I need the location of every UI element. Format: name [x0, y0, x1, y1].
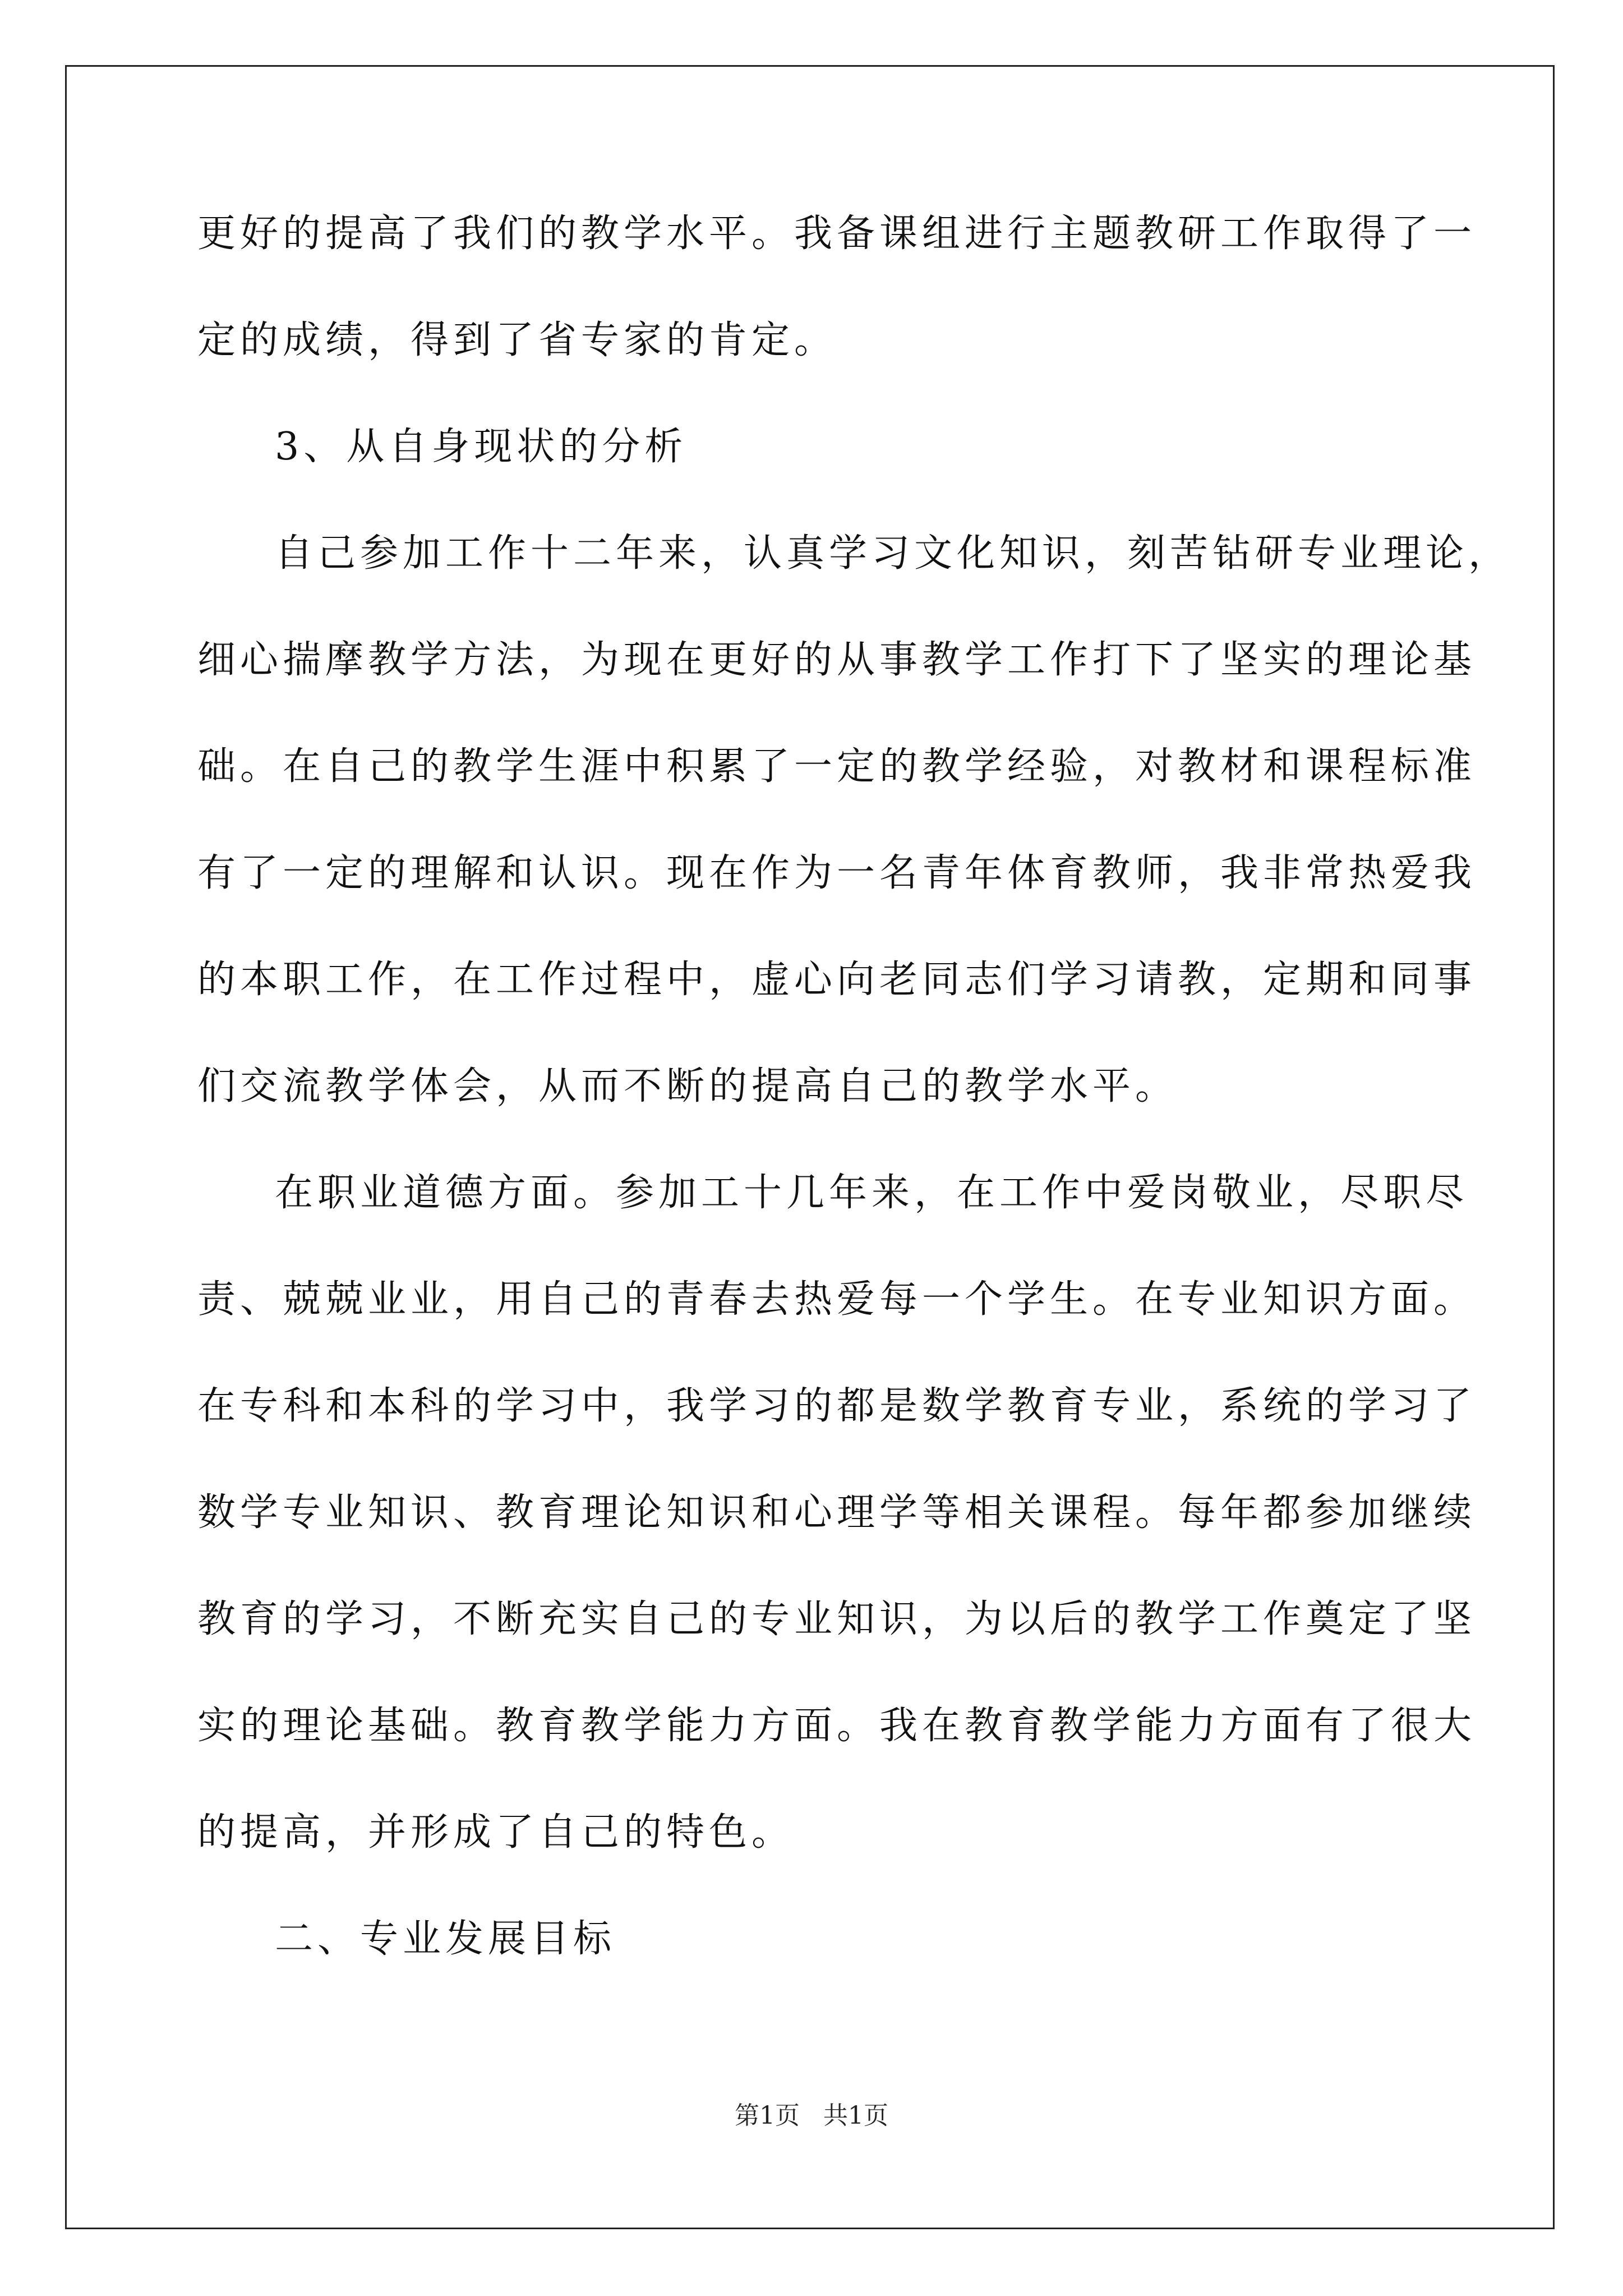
text-line: 础。在自己的教学生涯中积累了一定的教学经验，对教材和课程标准: [197, 744, 1477, 789]
text-line: 责、兢兢业业，用自己的青春去热爱每一个学生。在专业知识方面。: [197, 1277, 1477, 1322]
text-line: 的提高，并形成了自己的特色。: [197, 1810, 795, 1855]
page-number: 第1页 共1页: [735, 2101, 888, 2130]
text-line: 实的理论基础。教育教学能力方面。我在教育教学能力方面有了很大: [197, 1704, 1477, 1748]
text-line: 自己参加工作十二年来，认真学习文化知识，刻苦钻研专业理论，: [275, 531, 1511, 576]
text-line: 教育的学习，不断充实自己的专业知识，为以后的教学工作奠定了坚: [197, 1597, 1477, 1641]
section-heading: 3、从自身现状的分析: [275, 425, 688, 469]
text-line: 们交流教学体会，从而不断的提高自己的教学水平。: [197, 1064, 1178, 1108]
text-line: 在职业道德方面。参加工十几年来，在工作中爱岗敬业，尽职尽: [275, 1171, 1469, 1215]
text-line: 在专科和本科的学习中，我学习的都是数学教育专业，系统的学习了: [197, 1384, 1477, 1428]
page-border: [65, 65, 1555, 2229]
section-heading: 二、专业发展目标: [275, 1917, 616, 1961]
text-line: 细心揣摩教学方法，为现在更好的从事教学工作打下了坚实的理论基: [197, 638, 1477, 682]
text-line: 更好的提高了我们的教学水平。我备课组进行主题教研工作取得了一: [197, 211, 1477, 256]
text-line: 有了一定的理解和认识。现在作为一名青年体育教师，我非常热爱我: [197, 851, 1477, 895]
text-line: 数学专业知识、教育理论知识和心理学等相关课程。每年都参加继续: [197, 1490, 1477, 1535]
text-line: 定的成绩，得到了省专家的肯定。: [197, 318, 837, 362]
text-line: 的本职工作，在工作过程中，虚心向老同志们学习请教，定期和同事: [197, 958, 1477, 1002]
